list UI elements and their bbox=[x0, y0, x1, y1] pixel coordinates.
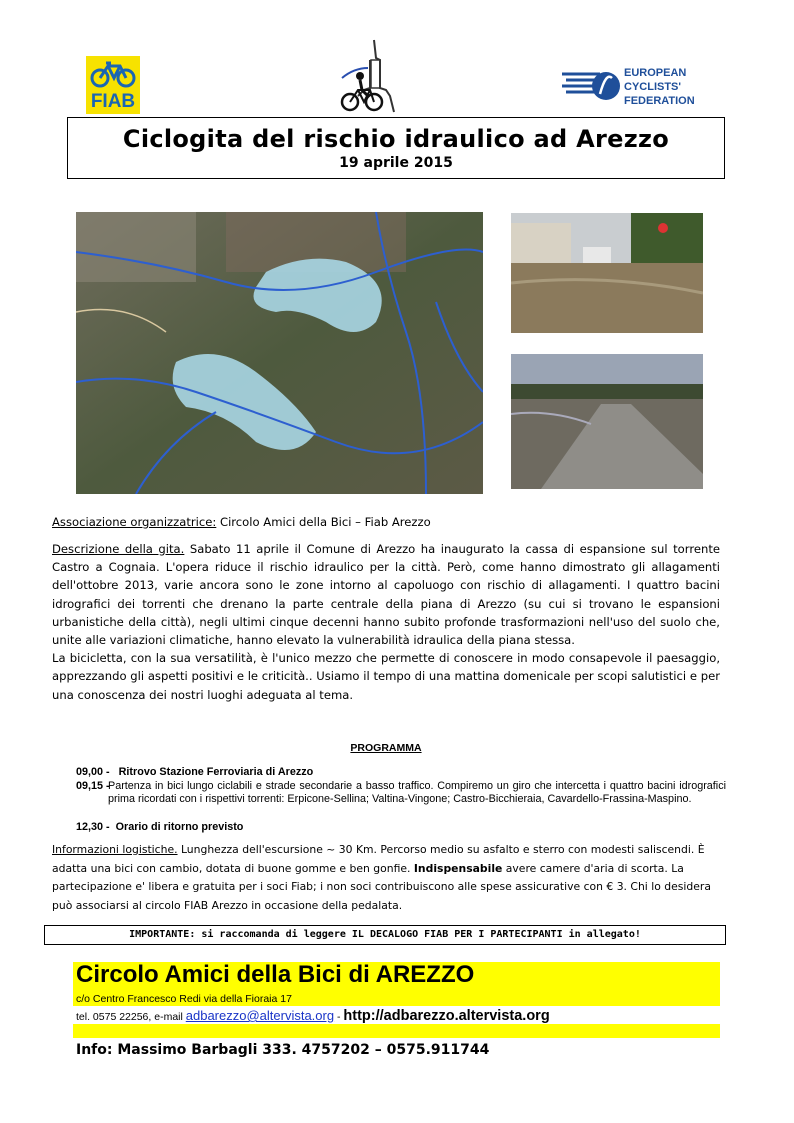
program-time: 12,30 - bbox=[76, 821, 110, 833]
program-item-1 bbox=[76, 766, 726, 779]
footer-highlight-bar bbox=[73, 1024, 720, 1038]
program-text: Orario di ritorno previsto bbox=[115, 821, 244, 833]
club-phone: tel. 0575 22256, e-mail bbox=[76, 1011, 186, 1023]
program-text: Ritrovo Stazione Ferroviaria di Arezzo bbox=[118, 766, 314, 778]
description-paragraph-1 bbox=[52, 540, 720, 649]
contact-separator: - bbox=[334, 1011, 344, 1023]
ecf-line-1: EUROPEAN bbox=[624, 67, 687, 79]
ecf-logo bbox=[560, 64, 710, 112]
description-paragraph-2: La bicicletta, con la sua versatilità, è l'unico mezzo che permette di conoscere in modo consapevole il paesaggio, apprezzando gli aspetti positivi e le criticità.. Usiamo il tempo di una mattina domenicale per scopi salutistici e per una conoscenza dei nostri luoghi adeguata al tema. bbox=[52, 651, 720, 702]
club-address: c/o Centro Francesco Redi via della Fioraia 17 bbox=[76, 993, 292, 1005]
amici-bici-logo bbox=[334, 38, 412, 116]
club-name: Circolo Amici della Bici di AREZZO bbox=[76, 961, 475, 988]
association-label: Associazione organizzatrice: bbox=[52, 515, 217, 529]
flooded-street-photo bbox=[511, 213, 703, 333]
event-date: 19 aprile 2015 bbox=[339, 155, 453, 171]
association-line bbox=[52, 513, 720, 531]
logistics-block bbox=[52, 841, 724, 915]
page-title: Ciclogita del rischio idraulico ad Arezzo bbox=[122, 125, 670, 153]
email-link[interactable]: adbarezzo@altervista.org bbox=[185, 1008, 335, 1023]
program-title: PROGRAMMA bbox=[350, 742, 422, 754]
club-contacts bbox=[76, 1008, 550, 1024]
aerial-map-image bbox=[76, 212, 483, 494]
bicycle-icon bbox=[86, 56, 140, 92]
info-contact: Info: Massimo Barbagli 333. 4757202 – 0575.911744 bbox=[76, 1042, 490, 1058]
description-label: Descrizione della gita. bbox=[52, 542, 185, 556]
program-time: 09,15 - bbox=[76, 780, 110, 792]
flooded-road-photo bbox=[511, 354, 703, 489]
website-link[interactable]: http://adbarezzo.altervista.org bbox=[343, 1008, 550, 1024]
program-item-3 bbox=[76, 821, 726, 834]
program-text: Partenza in bici lungo ciclabili e strade secondarie a basso traffico. Compiremo un giro che intercetta i quattro bacini idrografici prima ricordati con i rispettivi torrenti: Erpicone-Sellina; Valtina-Vingone; Castro-Bicchieraia, Cavardello-Frassina-Maspino. bbox=[108, 780, 726, 805]
fiab-logo bbox=[86, 56, 140, 114]
title-box bbox=[67, 117, 725, 179]
logistics-bold: Indispensabile bbox=[413, 861, 503, 875]
program-time: 09,00 - bbox=[76, 766, 110, 778]
logistics-text-2: avere camere d'aria di scorta. La partecipazione e' libera e gratuita per i soci Fiab; i non soci contribuiscono alle spese assicurative con € 3. Chi lo desidera può associarsi al circolo FIAB Arezzo in occasione della pedalata. bbox=[52, 861, 711, 912]
association-value: Circolo Amici della Bici – Fiab Arezzo bbox=[216, 515, 431, 529]
ecf-line-3: FEDERATION bbox=[624, 95, 695, 107]
ecf-emblem-icon bbox=[560, 64, 622, 112]
important-notice: IMPORTANTE: si raccomanda di leggere IL DECALOGO FIAB PER I PARTECIPANTI in allegato! bbox=[44, 925, 726, 945]
program-item-2 bbox=[76, 780, 726, 805]
logistics-text-1: Lunghezza dell'escursione ~ 30 Km. Percorso medio su asfalto e sterro con modesti saliscendi. È adatta una bici con cambio, dotata di buone gomme e ben gonfie. bbox=[52, 843, 705, 875]
description-text-1: Sabato 11 aprile il Comune di Arezzo ha inaugurato la cassa di espansione sul torrente Castro a Cognaia. L'opera riduce il rischio idraulico per la città. Però, come hanno dimostrato gli allagamenti dell'ottobre 2013, varie ancora sono le zone intorno al capoluogo con rischio di allagamenti. I quattro bacini idrografici dei torrenti che drenano la parte centrale della piana di Arezzo (su cui si trovano le espansioni urbanistiche della città), negli ultimi cinque decenni hanno subito profonde trasformazioni nell'uso del suolo che, unite alle variazioni climatiche, hanno elevato la vulnerabilità idraulica della piana stessa. bbox=[52, 542, 720, 648]
description-block bbox=[52, 540, 720, 704]
ecf-logo-text bbox=[624, 66, 695, 108]
ecf-line-2: CYCLISTS' bbox=[624, 81, 682, 93]
fiab-logo-text: FIAB bbox=[86, 90, 140, 114]
logistics-label: Informazioni logistiche. bbox=[52, 843, 178, 856]
